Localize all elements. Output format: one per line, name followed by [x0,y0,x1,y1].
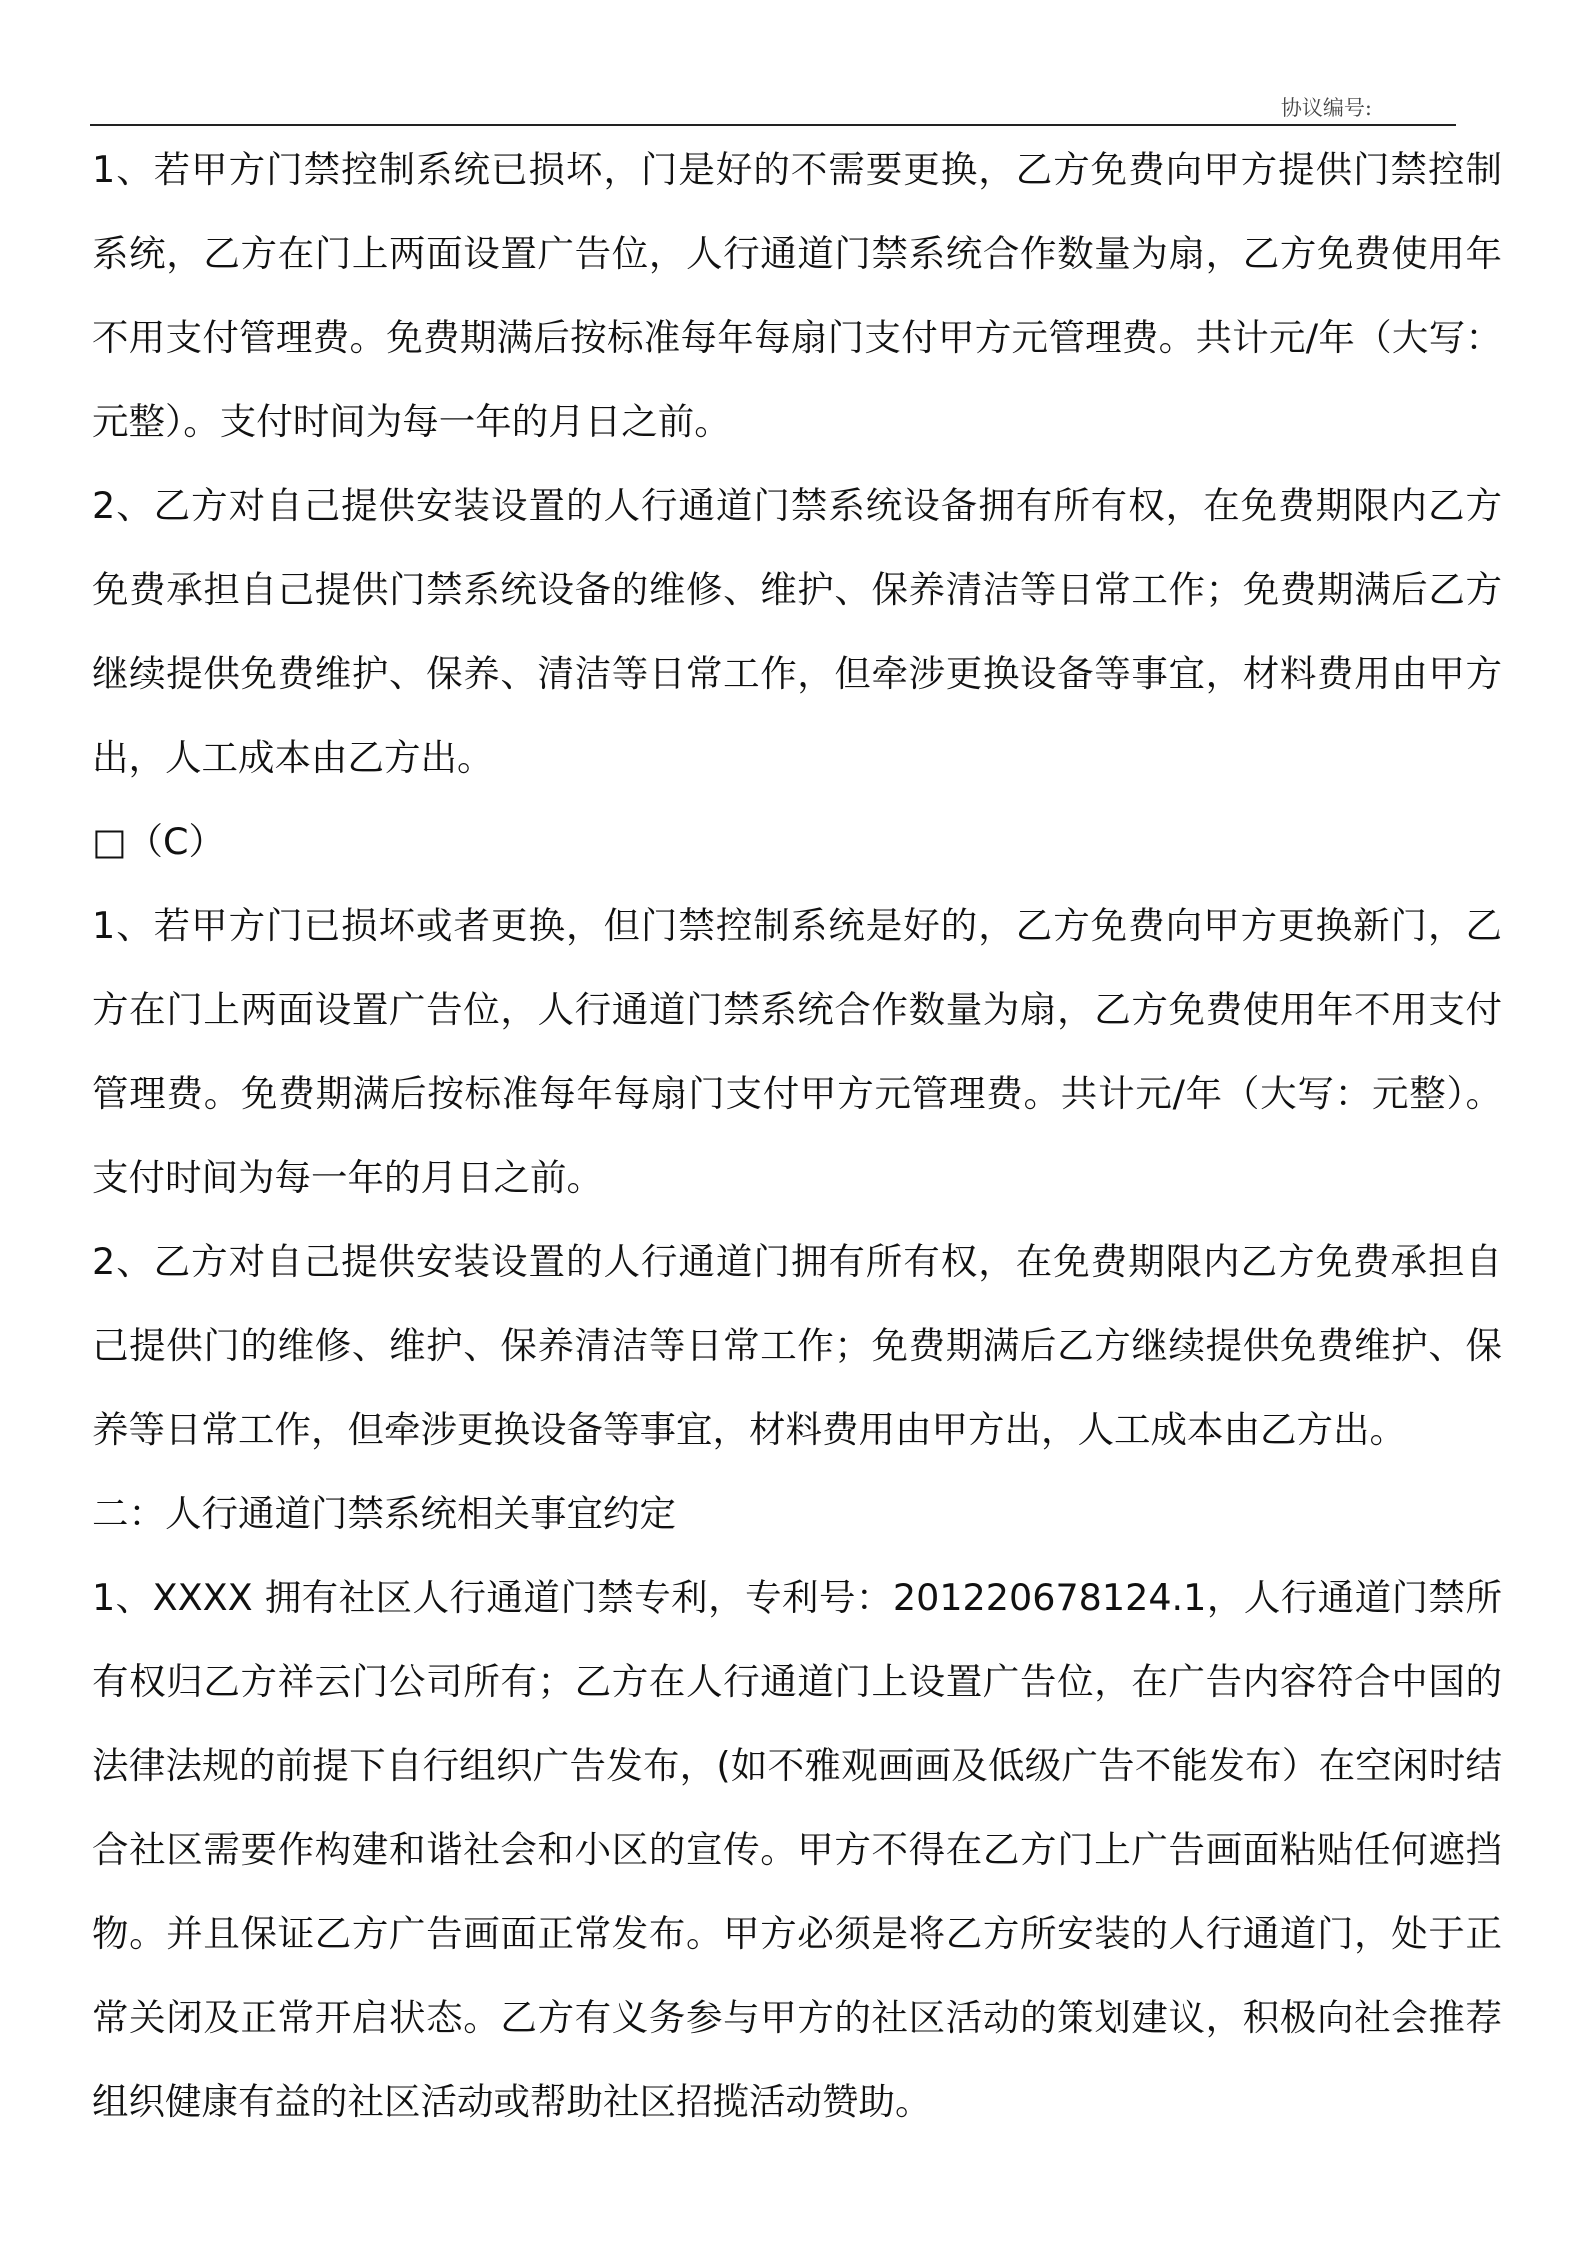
page-header [90,86,1456,126]
section-two-heading: 二：人行通道门禁系统相关事宜约定 [92,1492,676,1535]
clause-c-2: 2、乙方对自己提供安装设置的人行通道门拥有所有权，在免费期限内乙方免费承担自己提供门的维修、维护、保养清洁等日常工作；免费期满后乙方继续提供免费维护、保养等日常工作，但牵涉更换设备等事宜，材料费用由甲方出，人工成本由乙方出。 [92,1240,1502,1451]
option-c-checkbox-heading: □（C） [92,820,225,863]
header-divider [90,124,1456,126]
clause-b-2: 2、乙方对自己提供安装设置的人行通道门禁系统设备拥有所有权，在免费期限内乙方免费承担自己提供门禁系统设备的维修、维护、保养清洁等日常工作；免费期满后乙方继续提供免费维护、保养、清洁等日常工作，但牵涉更换设备等事宜，材料费用由甲方出，人工成本由乙方出。 [92,484,1502,779]
clause-b-1: 1、若甲方门禁控制系统已损坏，门是好的不需要更换，乙方免费向甲方提供门禁控制系统，乙方在门上两面设置广告位，人行通道门禁系统合作数量为扇，乙方免费使用年不用支付管理费。免费期满后按标准每年每扇门支付甲方元管理费。共计元/年（大写：元整）。支付时间为每一年的月日之前。 [92,148,1502,443]
clause-c-1: 1、若甲方门已损坏或者更换，但门禁控制系统是好的，乙方免费向甲方更换新门，乙方在门上两面设置广告位，人行通道门禁系统合作数量为扇，乙方免费使用年不用支付管理费。免费期满后按标准每年每扇门支付甲方元管理费。共计元/年（大写：元整）。支付时间为每一年的月日之前。 [92,904,1502,1199]
agreement-number-label: 协议编号: [1280,96,1372,120]
section-two-clause-1: 1、XXXX 拥有社区人行通道门禁专利，专利号：201220678124.1，人行通道门禁所有权归乙方祥云门公司所有；乙方在人行通道门上设置广告位，在广告内容符合中国的法律法规的前提下自行组织广告发布，(如不雅观画画及低级广告不能发布）在空闲时结合社区需要作构建和谐社会和小区的宣传。甲方不得在乙方门上广告画面粘贴任何遮挡物。并且保证乙方广告画面正常发布。甲方必须是将乙方所安装的人行通道门，处于正常关闭及正常开启状态。乙方有义务参与甲方的社区活动的策划建议，积极向社会推荐组织健康有益的社区活动或帮助社区招揽活动赞助。 [92,1576,1502,2123]
document-body [92,128,1502,2144]
